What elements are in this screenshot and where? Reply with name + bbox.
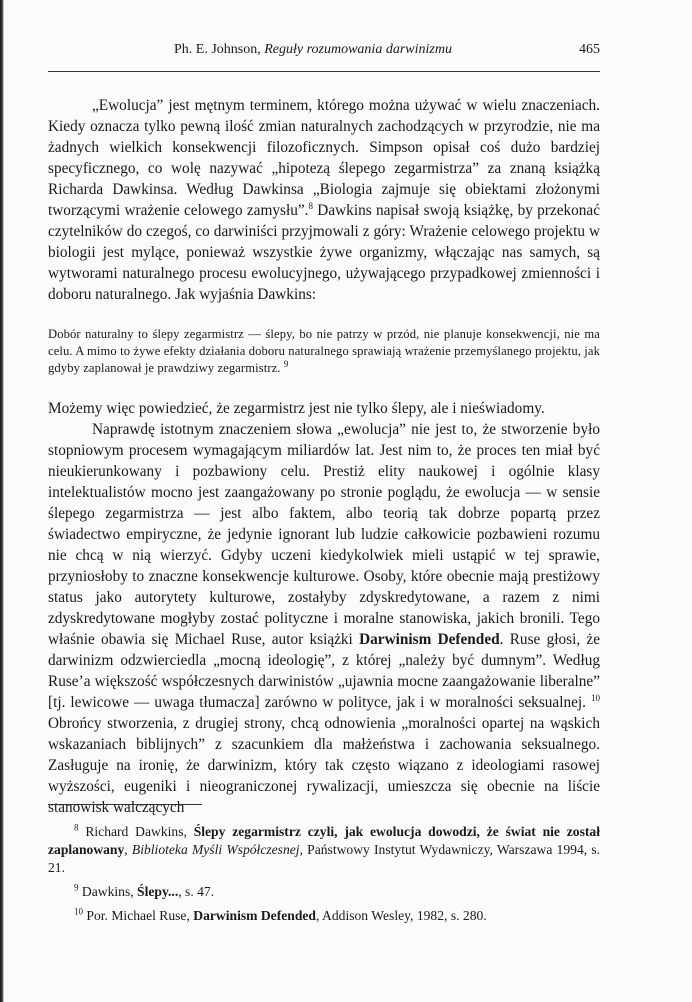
running-title (174, 42, 452, 58)
paragraph-2: Możemy więc powiedzieć, że zegarmistrz jest nie tylko ślepy, ale i nieświadomy. (48, 400, 545, 417)
footnote-ref-8: 8 (308, 200, 313, 211)
footnotes (48, 823, 600, 931)
paragraph-3: Naprawdę istotnym znaczeniem słowa „ewolucja” nie jest to, że stworzenie było stopniowym procesem wymagającym miliardów lat. Jest nim to, że proces ten miał być nieukierunkowany i pozbawiony celu. Prestiż elity naukowej i ogólnie klasy intelektualistów mocno jest zaangażowany po stronie poglądu, że ewolucja — w sensie ślepego zegarmistrza — jest albo faktem, albo teorią tak dobrze popartą przez świadectwo empiryczne, że jedynie ignorant lub ludzie całkowicie pozbawieni rozumu nie chcą w nią wierzyć. Gdyby uczeni kiedykolwiek mieli ustąpić w tej sprawie, przyniosłoby to znaczne konsekwencje kulturowe. Osoby, które obecnie mają prestiżowy status jako autorytety kulturowe, zostałyby zdyskredytowane, a razem z nimi zdyskredytowane mogłyby zostać polityczne i moralne stanowiska, jakich bronili. Tego właśnie obawia się Michael Ruse, autor książki Darwinism Defended. Ruse głosi, że darwinizm odzwierciedla „mocną ideologię”, z której „należy być dumnym”. Według Ruse’a większość współczesnych darwinistów „ujawnia mocne zaangażowanie liberalne” [tj. lewicowe — uwaga tłumacza] zarówno w polityce, jak i w moralności seksualnej. $^{10}$ Obrońcy stworzenia, z drugiej strony, chcą odnowienia „moralności opartej na wąskich wskazaniach biblijnych” z szacunkiem dla małżeństwa i zachowania seksualnego. Zasługuje na ironię, że darwinizm, który tak często wiązano z ideologiami rasowej wyższości, eugeniki i nieograniczonej rywalizacji, umieszcza się obecnie na liście stanowisk walczących (48, 421, 601, 816)
paragraph-1: „Ewolucja” jest mętnym terminem, którego można używać w wielu znaczeniach. Kiedy oznacza tylko pewną ilość zmian naturalnych zachodzących w przyrodzie, nie ma żadnych wielkich konsekwencji filozoficznych. Simpson opisał coś dużo bardziej specyficznego, co wolę nazywać „hipotezą ślepego zegarmistrza” za znaną książką Richarda Dawkinsa. Według Dawkinsa „Biologia zajmuje się obiektami złożonymi tworzącymi wrażenie celowego zamysłu”.$^8$ Dawkins napisał swoją książkę, by przekonać czytelników do czegoś, co darwiniści przyjmowali z góry: Wrażenie celowego projektu w biologii jest mylące, ponieważ wszystkie żywe organizmy, włączając nas samych, są wytworami naturalnego procesu ewolucyjnego, używającego przypadkowej zmienności i doboru naturalnego. Jak wyjaśnia Dawkins: (48, 97, 601, 303)
block-quote: Dobór naturalny to ślepy zegarmistrz — ślepy, bo nie patrzy w przód, nie planuje konsekwencji, nie ma celu. A mimo to żywe efekty działania doboru naturalnego sprawiają wrażenie przemyślanego projektu, jak gdyby zaplanował je prawdziwy zegarmistrz. $^9$ (48, 327, 600, 375)
footnote-10: $^{10}$ Por. Michael Ruse, Darwinism Defended, Addison Wesley, 1982, s. 280. (74, 906, 487, 923)
book-spine-edge (0, 0, 4, 1002)
footnote-9: $^9$ Dawkins, Ślepy..., s. 47. (74, 882, 215, 899)
footnote-ref-9: 9 (283, 358, 289, 369)
header-author: Ph. E. Johnson, (174, 42, 265, 57)
footnote-separator (48, 804, 202, 805)
footnote-ref-10: 10 (591, 692, 600, 703)
book-title-darwinism-defended: Darwinism Defended (359, 631, 500, 648)
body-text-continued (48, 398, 600, 818)
running-header (48, 42, 600, 62)
header-book-title: Reguły rozumowania darwinizmu (264, 42, 452, 57)
header-rule (48, 71, 600, 72)
footnote-8: $^8$ Richard Dawkins, Ślepy zegarmistrz czyli, jak ewolucja dowodzi, że świat nie został zaplanowany, Biblioteka Myśli Współczesnej, Państwowy Instytut Wydawniczy, Warszawa 1994, s. 21. (48, 822, 601, 875)
page-number: 465 (579, 42, 600, 57)
